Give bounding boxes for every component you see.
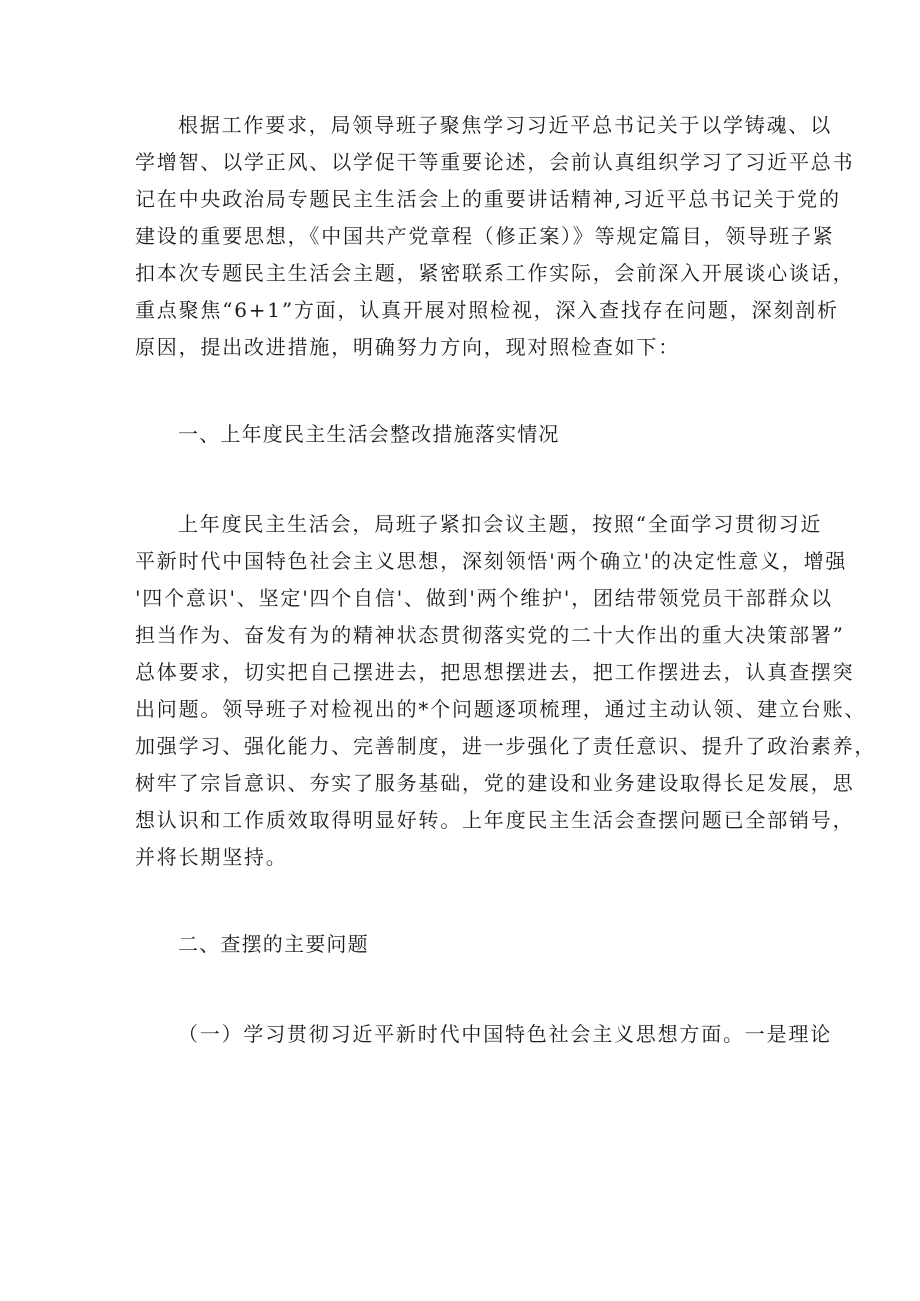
paragraph-1-line-1: 根据工作要求，局领导班子聚焦学习习近平总书记关于以学铸魂、以 xyxy=(178,113,832,137)
paragraph-1-line-2: 学增智、以学正风、以学促干等重要论述，会前认真组织学习了习近平总书 xyxy=(135,150,855,174)
paragraph-2-line-7: 加强学习、强化能力、完善制度，进一步强化了责任意识、提升了政治素养， xyxy=(135,734,877,758)
paragraph-1-line-5: 扣本次专题民主生活会主题，紧密联系工作实际，会前深入开展谈心谈话， xyxy=(135,261,855,285)
paragraph-2-line-5: 总体要求，切实把自己摆进去，把思想摆进去，把工作摆进去，认真查摆突 xyxy=(135,660,855,684)
section-heading-2: 二、查摆的主要问题 xyxy=(178,932,369,956)
paragraph-1-line-4: 建设的重要思想，《中国共产党章程（修正案）》等规定篇目，领导班子紧 xyxy=(135,224,835,248)
paragraph-1-line-6: 重点聚焦“6+1”方面，认真开展对照检视，深入查找存在问题，深刻剖析 xyxy=(135,298,839,322)
paragraph-1-line-7: 原因，提出改进措施，明确努力方向，现对照检查如下： xyxy=(135,335,680,359)
paragraph-2-line-4: 担当作为、奋发有为的精神状态贯彻落实党的二十大作出的重大决策部署” xyxy=(135,623,845,647)
section-heading-1: 一、上年度民主生活会整改措施落实情况 xyxy=(178,422,560,446)
paragraph-2-line-8: 树牢了宗旨意识、夯实了服务基础，党的建设和业务建设取得长足发展，思 xyxy=(135,771,855,795)
paragraph-2-line-10: 并将长期坚持。 xyxy=(135,845,288,869)
paragraph-2-line-2: 平新时代中国特色社会主义思想，深刻领悟'两个确立'的决定性意义，增强 xyxy=(135,549,848,573)
paragraph-2-line-1: 上年度民主生活会，局班子紧扣会议主题，按照“全面学习贯彻习近 xyxy=(178,512,823,536)
paragraph-2-line-3: '四个意识'、坚定'四个自信'、做到'两个维护'，团结带领党员干部群众以 xyxy=(135,586,833,610)
paragraph-3-line-1: （一）学习贯彻习近平新时代中国特色社会主义思想方面。一是理论 xyxy=(178,1022,832,1046)
paragraph-2-line-9: 想认识和工作质效取得明显好转。上年度民主生活会查摆问题已全部销号， xyxy=(135,808,855,832)
paragraph-1-line-3: 记在中央政治局专题民主生活会上的重要讲话精神,习近平总书记关于党的 xyxy=(135,187,841,211)
paragraph-2-line-6: 出问题。领导班子对检视出的*个问题逐项梳理，通过主动认领、建立台账、 xyxy=(135,697,867,721)
